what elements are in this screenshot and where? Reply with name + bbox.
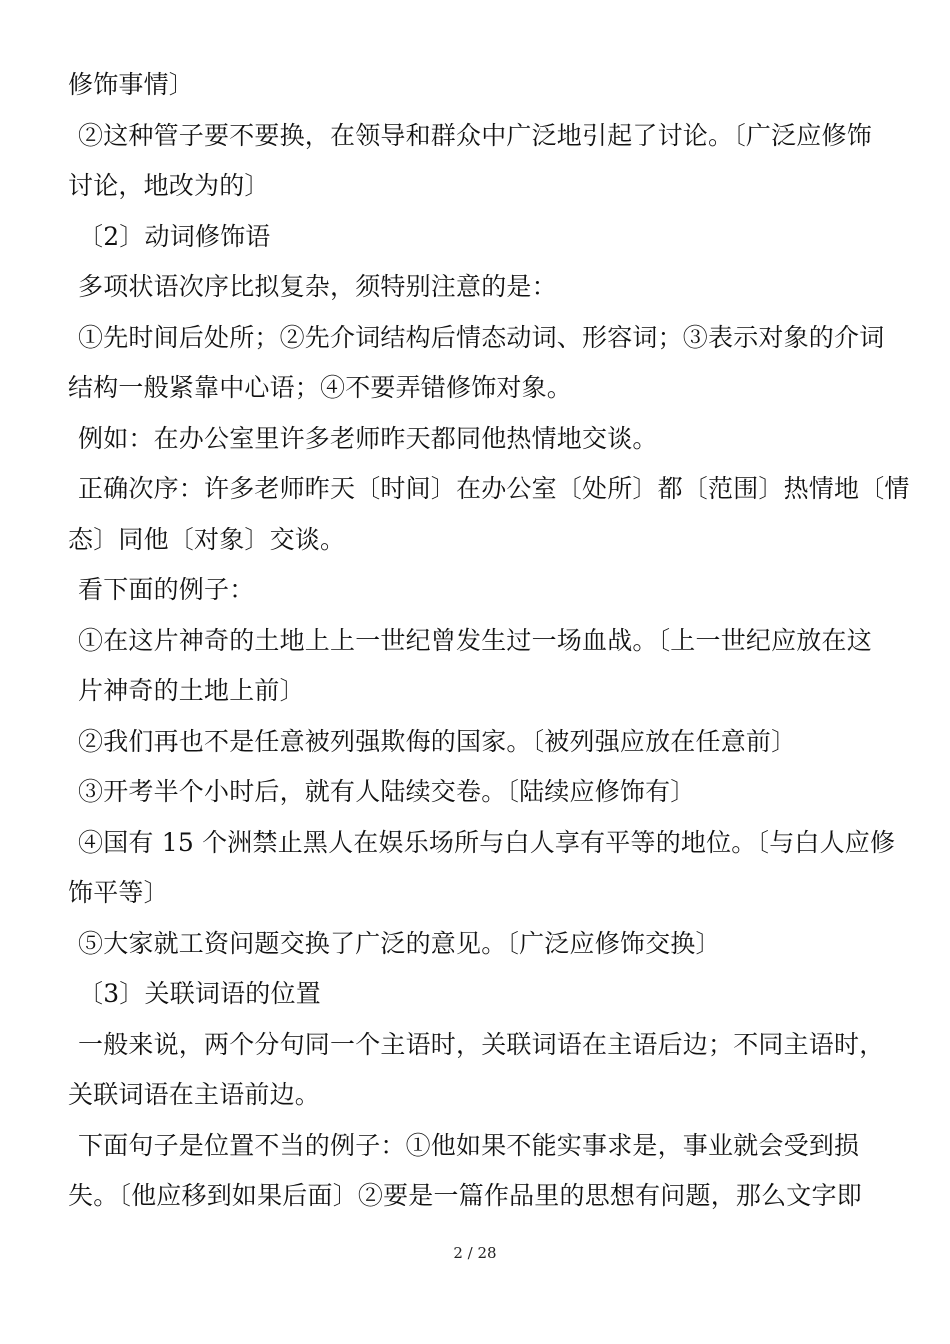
text-line: ①先时间后处所；②先介词结构后情态动词、形容词；③表示对象的介词 bbox=[78, 322, 885, 352]
section-heading: 〔3〕关联词语的位置 bbox=[78, 979, 321, 1008]
page-number: 2 / 28 bbox=[453, 1244, 497, 1262]
text-line: 多项状语次序比拟复杂，须特别注意的是： bbox=[78, 272, 557, 301]
text-line: 一般来说，两个分句同一个主语时，关联词语在主语后边；不同主语时， bbox=[78, 1029, 885, 1059]
text-line: 失。〔他应移到如果后面〕②要是一篇作品里的思想有问题，那么文字即 bbox=[68, 1181, 862, 1210]
document-body bbox=[68, 60, 910, 1222]
text-line: 修饰事情〕 bbox=[68, 70, 195, 99]
text-line: 结构一般紧靠中心语；④不要弄错修饰对象。 bbox=[68, 373, 573, 402]
text-line: ②我们再也不是任意被列强欺侮的国家。〔被列强应放在任意前〕 bbox=[78, 726, 797, 756]
text-line: 态〕同他〔对象〕交谈。 bbox=[68, 524, 346, 554]
text-line: 下面句子是位置不当的例子：①他如果不能实事求是，事业就会受到损 bbox=[78, 1130, 860, 1160]
text-line: 关联词语在主语前边。 bbox=[68, 1080, 321, 1109]
text-line: 饰平等〕 bbox=[68, 878, 169, 907]
text-line: ④国有 15 个洲禁止黑人在娱乐场所与白人享有平等的地位。〔与白人应修 bbox=[78, 827, 896, 857]
text-line: 片神奇的土地上前〕 bbox=[78, 676, 305, 705]
text-line: 正确次序：许多老师昨天〔时间〕在办公室〔处所〕都〔范围〕热情地〔情 bbox=[78, 474, 910, 503]
text-line: 例如：在办公室里许多老师昨天都同他热情地交谈。 bbox=[78, 423, 658, 453]
text-line: ③开考半个小时后，就有人陆续交卷。〔陆续应修饰有〕 bbox=[78, 777, 696, 806]
text-line: ②这种管子要不要换，在领导和群众中广泛地引起了讨论。〔广泛应修饰 bbox=[78, 120, 872, 150]
section-heading: 〔2〕动词修饰语 bbox=[78, 221, 271, 251]
text-line: ①在这片神奇的土地上上一世纪曾发生过一场血战。〔上一世纪应放在这 bbox=[78, 625, 872, 655]
text-line: 讨论，地改为的〕 bbox=[68, 171, 270, 200]
text-line: ⑤大家就工资问题交换了广泛的意见。〔广泛应修饰交换〕 bbox=[78, 928, 721, 958]
text-line: 看下面的例子： bbox=[78, 575, 255, 604]
